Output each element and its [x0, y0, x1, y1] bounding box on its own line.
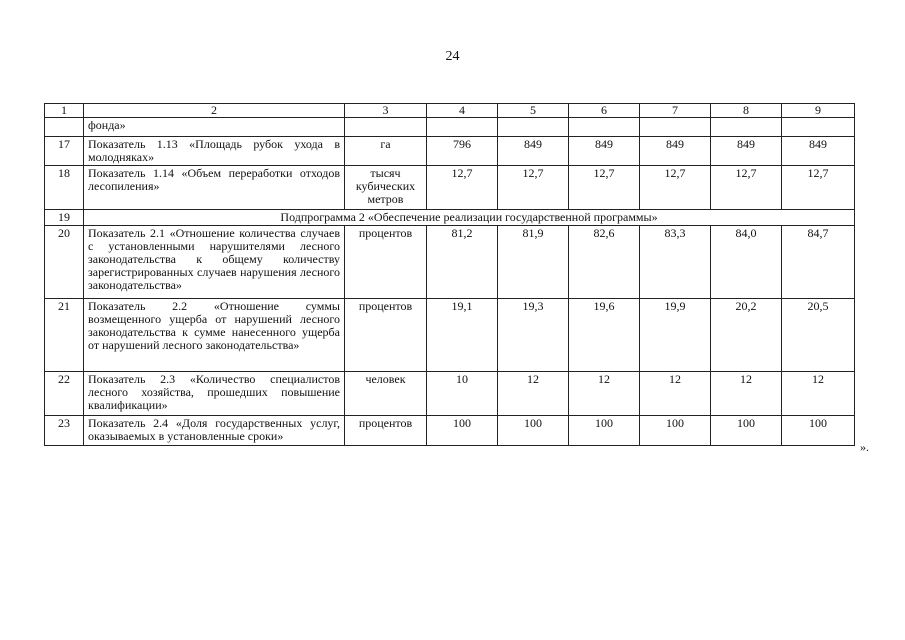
- value-cell: 100: [569, 416, 640, 446]
- value-cell: 100: [498, 416, 569, 446]
- row-number-cell: 18: [45, 166, 84, 210]
- table-row: [45, 118, 855, 137]
- table-row: [45, 226, 855, 299]
- header-cell: 5: [498, 104, 569, 118]
- value-cell: 849: [498, 137, 569, 166]
- row-number-cell: 20: [45, 226, 84, 299]
- header-cell: 7: [640, 104, 711, 118]
- value-cell: 12: [498, 372, 569, 416]
- value-cell: 12: [782, 372, 855, 416]
- table-row: [45, 299, 855, 372]
- value-cell: [711, 118, 782, 137]
- value-cell: [782, 118, 855, 137]
- value-cell: 12: [711, 372, 782, 416]
- value-cell: 100: [640, 416, 711, 446]
- indicator-name-cell: фонда»: [84, 118, 345, 137]
- value-cell: 100: [427, 416, 498, 446]
- header-cell: 6: [569, 104, 640, 118]
- value-cell: 100: [782, 416, 855, 446]
- value-cell: 20,2: [711, 299, 782, 372]
- value-cell: 100: [711, 416, 782, 446]
- indicator-name-cell: Показатель 2.1 «Отношение количества случаев с установленными нарушителями лесного законодательства к общему количеству зарегистрированных случаев нарушения лесного законодательства»: [84, 226, 345, 299]
- table-row: [45, 137, 855, 166]
- value-cell: 19,9: [640, 299, 711, 372]
- value-cell: 19,6: [569, 299, 640, 372]
- row-number-cell: 21: [45, 299, 84, 372]
- indicators-table: [44, 103, 855, 446]
- indicator-name-cell: Показатель 1.14 «Объем переработки отходов лесопиления»: [84, 166, 345, 210]
- table-header-row: [45, 104, 855, 118]
- unit-cell: процентов: [345, 226, 427, 299]
- indicator-name-cell: Показатель 2.2 «Отношение суммы возмещенного ущерба от нарушений лесного законодательства к сумме нанесенного ущерба от нарушений лесного законодательства»: [84, 299, 345, 372]
- value-cell: 20,5: [782, 299, 855, 372]
- header-cell: 2: [84, 104, 345, 118]
- value-cell: 12,7: [711, 166, 782, 210]
- unit-cell: процентов: [345, 299, 427, 372]
- indicator-name-cell: Показатель 2.4 «Доля государственных услуг, оказываемых в установленные сроки»: [84, 416, 345, 446]
- value-cell: 84,0: [711, 226, 782, 299]
- value-cell: 12,7: [498, 166, 569, 210]
- value-cell: 82,6: [569, 226, 640, 299]
- value-cell: 849: [640, 137, 711, 166]
- value-cell: [569, 118, 640, 137]
- value-cell: 12,7: [782, 166, 855, 210]
- unit-cell: тысяч кубических метров: [345, 166, 427, 210]
- page-number: 24: [445, 49, 460, 64]
- value-cell: 12: [640, 372, 711, 416]
- table-row: [45, 372, 855, 416]
- value-cell: [498, 118, 569, 137]
- indicator-name-cell: Показатель 2.3 «Количество специалистов лесного хозяйства, прошедших повышение квалификации»: [84, 372, 345, 416]
- header-cell: 1: [45, 104, 84, 118]
- value-cell: 84,7: [782, 226, 855, 299]
- value-cell: 12,7: [640, 166, 711, 210]
- value-cell: 19,1: [427, 299, 498, 372]
- unit-cell: [345, 118, 427, 137]
- table-row: [45, 166, 855, 210]
- value-cell: 849: [782, 137, 855, 166]
- value-cell: 849: [711, 137, 782, 166]
- unit-cell: процентов: [345, 416, 427, 446]
- unit-cell: человек: [345, 372, 427, 416]
- table-body: [45, 118, 855, 446]
- indicator-name-cell: Показатель 1.13 «Площадь рубок ухода в молодняках»: [84, 137, 345, 166]
- row-number-cell: 23: [45, 416, 84, 446]
- value-cell: 12: [569, 372, 640, 416]
- header-cell: 4: [427, 104, 498, 118]
- closing-quote: ».: [860, 440, 869, 454]
- value-cell: [640, 118, 711, 137]
- row-number-cell: 19: [45, 210, 84, 226]
- row-number-cell: 22: [45, 372, 84, 416]
- value-cell: 81,2: [427, 226, 498, 299]
- value-cell: 849: [569, 137, 640, 166]
- value-cell: 10: [427, 372, 498, 416]
- subprogram-title-cell: Подпрограмма 2 «Обеспечение реализации государственной программы»: [84, 210, 855, 226]
- row-number-cell: 17: [45, 137, 84, 166]
- value-cell: 81,9: [498, 226, 569, 299]
- value-cell: 19,3: [498, 299, 569, 372]
- table-row: [45, 416, 855, 446]
- table-row: [45, 210, 855, 226]
- value-cell: 83,3: [640, 226, 711, 299]
- value-cell: [427, 118, 498, 137]
- header-cell: 9: [782, 104, 855, 118]
- value-cell: 12,7: [569, 166, 640, 210]
- value-cell: 796: [427, 137, 498, 166]
- header-cell: 8: [711, 104, 782, 118]
- value-cell: 12,7: [427, 166, 498, 210]
- header-cell: 3: [345, 104, 427, 118]
- unit-cell: га: [345, 137, 427, 166]
- row-number-cell: [45, 118, 84, 137]
